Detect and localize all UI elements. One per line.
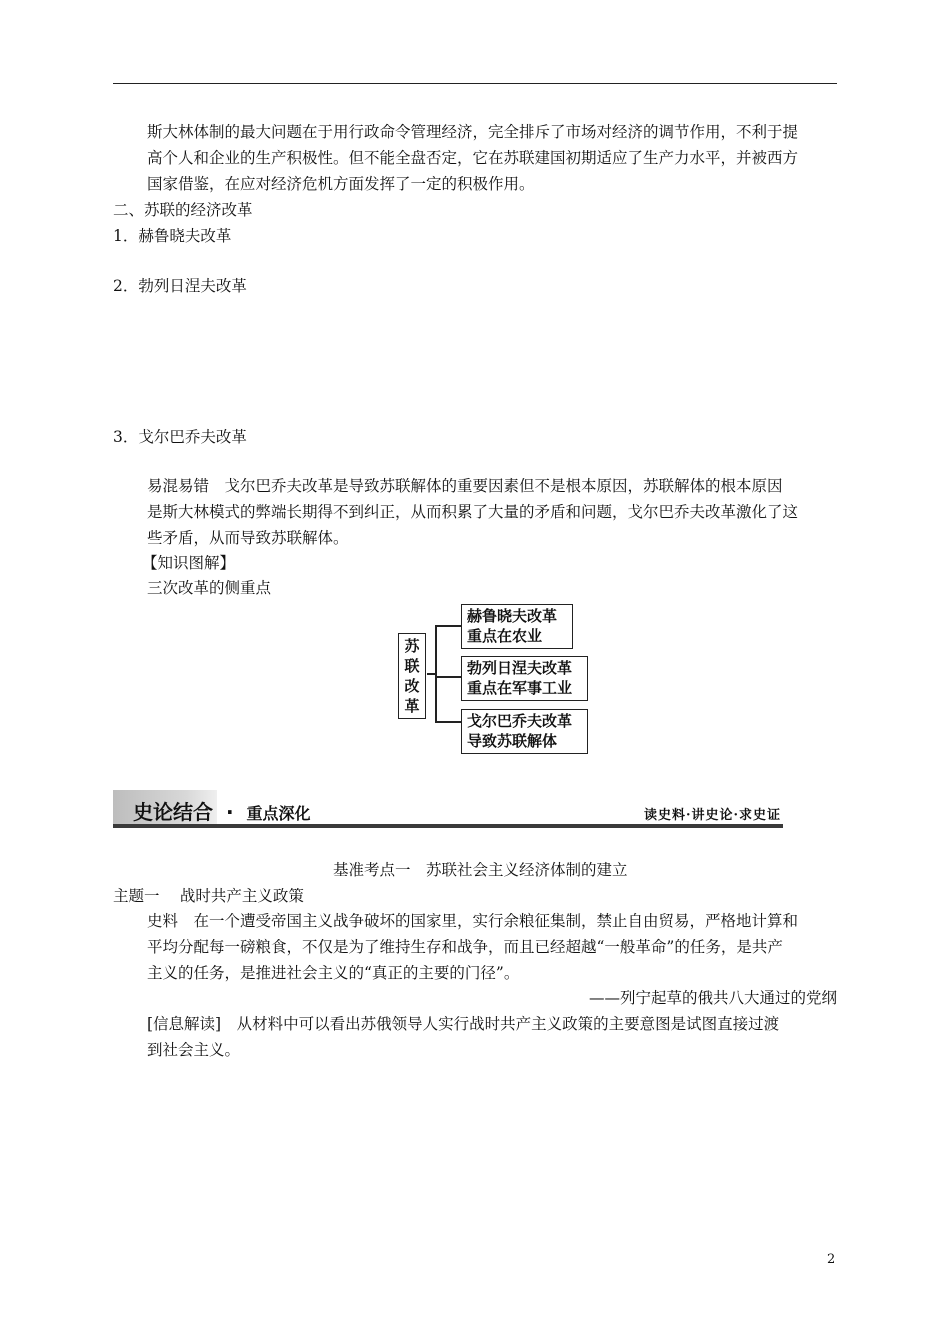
diagram-connector [435,625,437,722]
diagram-connector [435,625,462,627]
branch-title: 赫鲁晓夫改革 [467,607,558,625]
note-line-3: 些矛盾，从而导致苏联解体。 [147,529,349,547]
source-line-2: 平均分配每一磅粮食，不仅是为了维持生存和战争，而且已经超越“一般革命”的任务，是共产 [147,938,783,956]
interpretation-line-1: [信息解读] 从材料中可以看出苏俄领导人实行战时共产主义政策的主要意图是试图直接过渡 [147,1015,780,1033]
section-heading: 二、苏联的经济改革 [113,201,253,219]
source-attribution: ——列宁起草的俄共八大通过的党纲 [588,989,837,1007]
knowledge-diagram-caption: 三次改革的侧重点 [147,579,272,597]
banner-title-main: 史论结合 [133,800,213,824]
banner-underline [113,824,783,828]
diagram-root-char: 苏 [404,637,420,655]
reform-item-3: 3．戈尔巴乔夫改革 [113,428,247,446]
intro-line-1: 斯大林体制的最大问题在于用行政命令管理经济，完全排斥了市场对经济的调节作用，不利于提 [147,123,799,141]
diagram-root-box [398,633,426,719]
diagram-branch-box [461,656,588,701]
reform-item-1: 1．赫鲁晓夫改革 [113,227,232,245]
branch-title: 勃列日涅夫改革 [467,659,573,677]
diagram-connector [435,721,462,723]
theme-heading: 主题一 战时共产主义政策 [113,887,304,905]
interpretation-line-2: 到社会主义。 [147,1041,241,1059]
exam-point-title: 基准考点一 苏联社会主义经济体制的建立 [333,861,628,879]
branch-focus: 导致苏联解体 [467,732,558,750]
intro-line-3: 国家借鉴，在应对经济危机方面发挥了一定的积极作用。 [147,175,535,193]
banner-subtitle: 重点深化 [246,804,311,823]
diagram-branch-box [461,709,588,754]
banner-title [133,796,311,825]
reform-item-2: 2．勃列日涅夫改革 [113,277,247,295]
source-line-3: 主义的任务，是推进社会主义的“真正的主要的门径”。 [147,964,520,982]
diagram-connector [435,676,462,678]
source-line-1: 史料 在一个遭受帝国主义战争破坏的国家里，实行余粮征集制，禁止自由贸易，严格地计算和 [147,912,799,930]
banner-separator: · [225,800,234,824]
section-banner [113,790,783,832]
header-rule [113,83,837,84]
branch-title: 戈尔巴乔夫改革 [467,712,573,730]
diagram-root-char: 改 [404,677,420,695]
diagram-branch-box [461,604,573,649]
note-line-2: 是斯大林模式的弊端长期得不到纠正，从而积累了大量的矛盾和问题，戈尔巴乔夫改革激化了这 [147,503,799,521]
branch-focus: 重点在军事工业 [467,679,573,697]
note-line-1: 易混易错 戈尔巴乔夫改革是导致苏联解体的重要因素但不是根本原因，苏联解体的根本原因 [147,477,783,495]
diagram-root-char: 联 [404,657,420,675]
intro-line-2: 高个人和企业的生产积极性。但不能全盘否定，它在苏联建国初期适应了生产力水平，并被西方 [147,149,799,167]
branch-focus: 重点在农业 [467,627,543,645]
knowledge-diagram-label: 【知识图解】 [142,554,236,572]
diagram-root-char: 革 [404,697,420,715]
banner-right-text: 读史料·讲史论·求史证 [643,808,781,823]
page-number: 2 [827,1252,836,1267]
